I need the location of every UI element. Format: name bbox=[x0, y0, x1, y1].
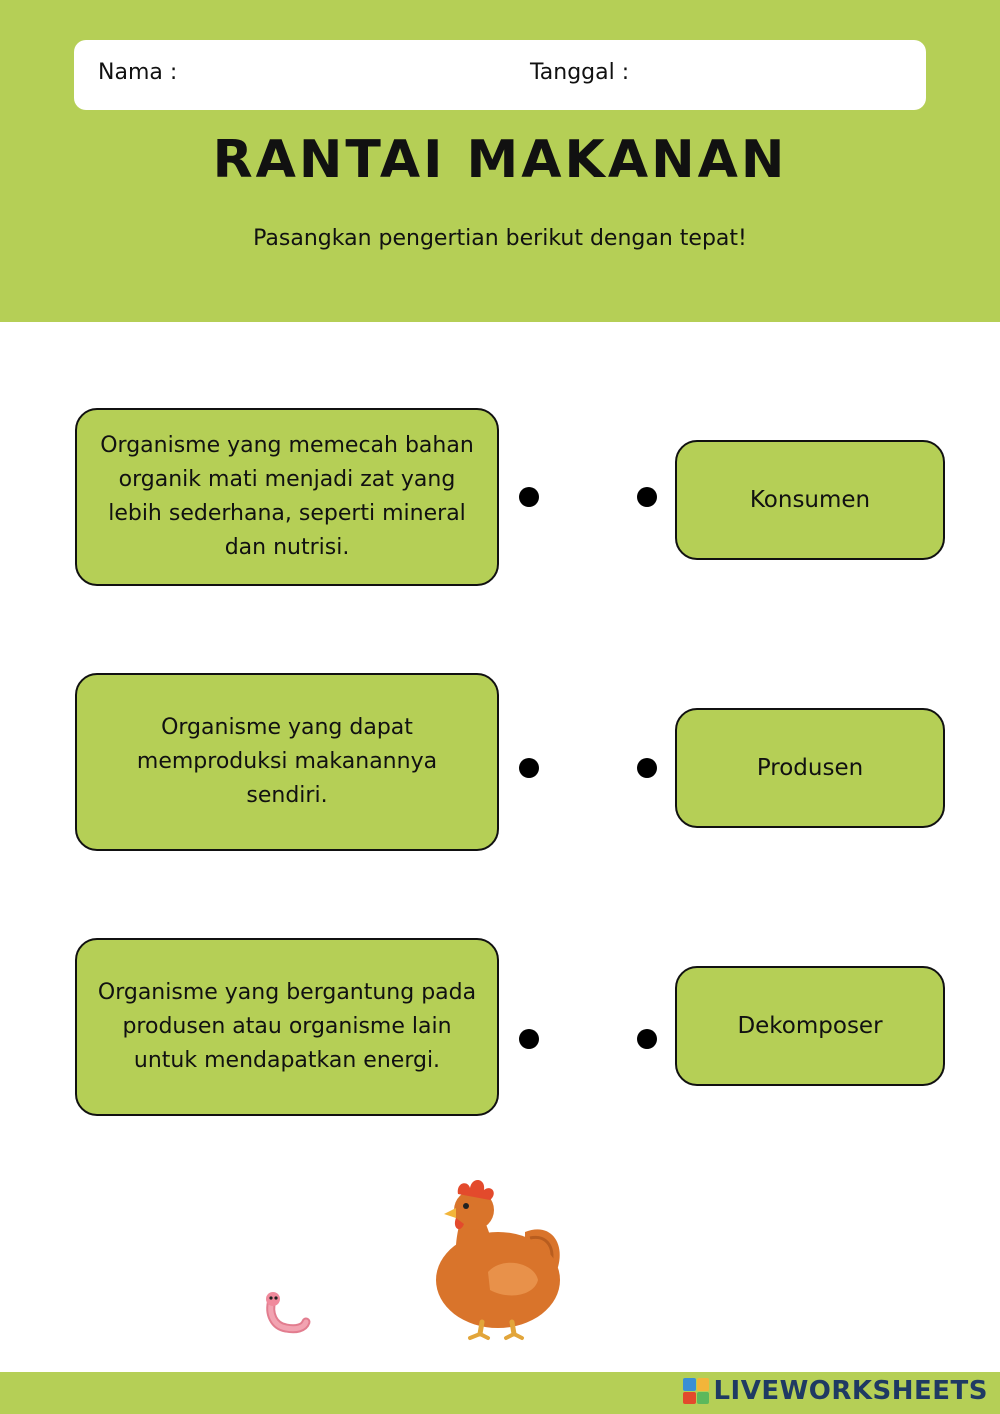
chicken-illustration bbox=[430, 1172, 566, 1342]
term-card-konsumen bbox=[675, 440, 945, 560]
page-title: RANTAI MAKANAN bbox=[212, 130, 788, 190]
match-dot-right-2[interactable] bbox=[637, 758, 657, 778]
worm-illustration bbox=[258, 1290, 314, 1338]
term-card-produsen bbox=[675, 708, 945, 828]
term-label: Produsen bbox=[756, 755, 864, 781]
definition-text: Organisme yang memecah bahan organik mati menjadi zat yang lebih sederhana, seperti mineral dan nutrisi. bbox=[100, 433, 474, 560]
liveworksheets-icon bbox=[683, 1378, 709, 1404]
instruction-text: Pasangkan pengertian berikut dengan tepat! bbox=[253, 226, 747, 251]
name-date-bar bbox=[74, 40, 926, 110]
definition-card-1 bbox=[75, 408, 499, 586]
liveworksheets-logo[interactable] bbox=[683, 1376, 988, 1406]
name-label: Nama : bbox=[98, 60, 178, 85]
footer-band bbox=[0, 1372, 1000, 1414]
term-label: Konsumen bbox=[749, 487, 871, 513]
definition-text: Organisme yang bergantung pada produsen atau organisme lain untuk mendapatkan energi. bbox=[97, 980, 477, 1073]
match-dot-left-2[interactable] bbox=[519, 758, 539, 778]
match-dot-left-1[interactable] bbox=[519, 487, 539, 507]
match-dot-right-3[interactable] bbox=[637, 1029, 657, 1049]
definition-text: Organisme yang dapat memproduksi makanannya sendiri. bbox=[136, 715, 438, 808]
term-label: Dekomposer bbox=[737, 1013, 883, 1039]
definition-card-3 bbox=[75, 938, 499, 1116]
definition-card-2 bbox=[75, 673, 499, 851]
match-dot-right-1[interactable] bbox=[637, 487, 657, 507]
brand-name: LIVEWORKSHEETS bbox=[713, 1376, 988, 1406]
date-label: Tanggal : bbox=[530, 60, 630, 85]
term-card-dekomposer bbox=[675, 966, 945, 1086]
match-dot-left-3[interactable] bbox=[519, 1029, 539, 1049]
